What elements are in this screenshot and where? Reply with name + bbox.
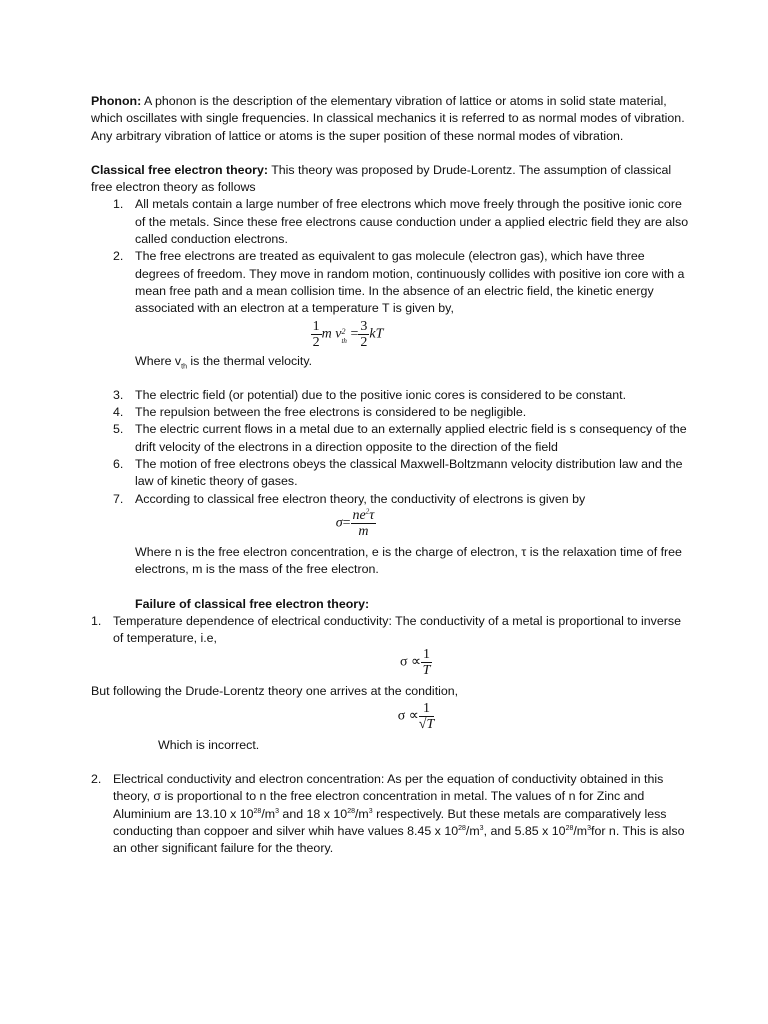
list-item [91, 404, 691, 421]
classical-paragraph [91, 162, 691, 197]
list-text: Temperature dependence of electrical conductivity: The conductivity of a metal is proportional to inverse of temperature, i.e, [113, 613, 681, 646]
fraction-denominator: 2 [312, 334, 320, 350]
fraction-denominator: m [358, 523, 369, 539]
proportional-lhs: σ ∝ [399, 655, 422, 671]
where-vth-text [91, 353, 691, 370]
exponent: 3 [479, 824, 484, 832]
text-run: respectively. But these metals are comparatively less conducting than coppoer and silver whih have values 8.45 x 10 [113, 806, 667, 838]
fraction-denominator: √T [418, 716, 435, 732]
exponent: 3 [275, 807, 279, 815]
exponent: 28 [565, 824, 574, 832]
exponent: 28 [458, 824, 466, 832]
inverse-t-fraction [421, 647, 432, 678]
list-text: The motion of free electrons obeys the classical Maxwell-Boltzmann velocity distribution law and the law of kinetic theory of gases. [135, 457, 683, 489]
kt-symbol: kT [369, 326, 384, 342]
text-run: for n. This is also an other significant failure for the theory. [113, 823, 685, 856]
velocity-symbol: v [335, 326, 342, 342]
velocity-subscript: th [341, 337, 347, 346]
list-item [91, 387, 691, 404]
fraction-numerator: 1 [419, 701, 434, 717]
list-number: 7. [113, 491, 124, 506]
failure-heading [91, 596, 691, 613]
text-run: /m [573, 823, 588, 838]
list-item [91, 248, 691, 317]
list-number: 4. [113, 405, 124, 420]
velocity-exponent: 2 [341, 327, 346, 337]
list-number: 2. [91, 772, 102, 787]
fraction-numerator: 3 [360, 318, 368, 334]
text-run: /m [354, 806, 369, 821]
where-vth-pre: Where v [135, 353, 182, 368]
incorrect-text: Which is incorrect. [158, 737, 260, 752]
inverse-sqrt-t-fraction [419, 701, 434, 732]
classical-intro: This theory was proposed by Drude-Lorentz. The assumption of classical free electron theory as follows [91, 162, 672, 195]
fraction-numerator: 1 [312, 318, 320, 334]
vth-subscript: th [181, 363, 187, 371]
assumptions-list [91, 196, 691, 578]
exponent: 28 [347, 807, 355, 815]
text-run: and 18 x 10 [278, 806, 348, 821]
conductivity-equation [56, 508, 656, 544]
fraction-numerator [351, 508, 377, 524]
ne-symbol: ne [352, 507, 366, 523]
list-number: 5. [113, 422, 124, 437]
text-run: , and 5.85 x 10 [483, 823, 566, 838]
fraction-denominator: T [422, 663, 431, 679]
list-text [113, 772, 684, 855]
list-text: According to classical free electron theory, the conductivity of electrons is given by [135, 491, 586, 506]
list-item [91, 613, 691, 648]
text-run: /m [465, 823, 480, 838]
e-exponent: 2 [365, 507, 370, 516]
sigma-symbol: σ [335, 515, 343, 531]
where-sigma-text: Where n is the free electron concentration, e is the charge of electron, τ is the relaxation time of free electrons, m is the mass of the free electron. [135, 544, 682, 577]
three-halves-fraction [358, 319, 369, 350]
exponent: 28 [253, 807, 262, 815]
failure-heading-text: Failure of classical free electron theory: [135, 596, 370, 611]
classical-heading: Classical free electron theory: [91, 162, 268, 177]
exponent: 3 [587, 824, 592, 832]
phonon-heading: Phonon: [91, 94, 142, 108]
list-item [91, 491, 691, 508]
list-item [91, 456, 691, 491]
kinetic-energy-equation [47, 318, 647, 353]
list-item [91, 771, 691, 857]
exponent: 3 [368, 807, 373, 815]
mass-symbol: m [321, 326, 332, 342]
fraction-denominator: 2 [360, 334, 368, 350]
equals-sign: = [350, 326, 359, 342]
half-fraction [311, 319, 322, 350]
phonon-text: A phonon is the description of the elementary vibration of lattice or atoms in solid state material, which oscillates with single frequencies. In classical mechanics it is referred to as normal modes of vibration. Any arbitrary vibration of lattice or atoms is the super position of these normal modes of vibration. [91, 94, 685, 143]
list-text: The free electrons are treated as equivalent to gas molecule (electron gas), which have three degrees of freedom. They move in random motion, continuously collides with positive ion core with a mean free path and a mean collision time. In the absence of an electric field, the kinetic energy associated with an electron at a temperature T is given by, [135, 249, 685, 316]
fraction-numerator: 1 [423, 647, 431, 663]
inverse-temperature-equation [116, 647, 716, 683]
list-number: 2. [113, 249, 124, 264]
list-text: The electric field (or potential) due to the positive ionic cores is considered to be constant. [135, 387, 627, 402]
drude-line: But following the Drude-Lorentz theory one arrives at the condition, [91, 684, 459, 699]
proportional-lhs: σ ∝ [397, 708, 419, 724]
list-item [91, 196, 691, 248]
list-text: The repulsion between the free electrons is considered to be negligible. [135, 405, 527, 420]
list-text: The electric current flows in a metal due to an externally applied electric field is s consequency of the drift velocity of the electrons in a direction opposite to the direction of the field [135, 422, 687, 454]
list-text: All metals contain a large number of free electrons which move freely through the positive ionic core of the metals. Since these free electrons cause conduction under a applied electric field they are also called conduction electrons. [135, 197, 689, 247]
inverse-sqrt-temperature-equation [116, 701, 716, 737]
where-vth-post: is the thermal velocity. [186, 353, 313, 368]
list-number: 1. [113, 197, 124, 212]
list-number: 6. [113, 457, 124, 472]
tau-symbol: τ [369, 507, 375, 523]
phonon-paragraph [91, 93, 691, 145]
equals-sign: = [342, 515, 351, 531]
text-run: /m [261, 806, 276, 821]
conductivity-fraction [351, 508, 377, 539]
text-run: Electrical conductivity and electron concentration: As per the equation of conductivity obtained in this theory, σ is proportional to n the free electron concentration in metal. The values of n for Zinc and Aluminium are 13.10 x 10 [113, 772, 664, 821]
list-number: 3. [113, 387, 124, 402]
list-item [91, 421, 691, 456]
list-number: 1. [91, 613, 102, 628]
document-page [91, 93, 691, 858]
